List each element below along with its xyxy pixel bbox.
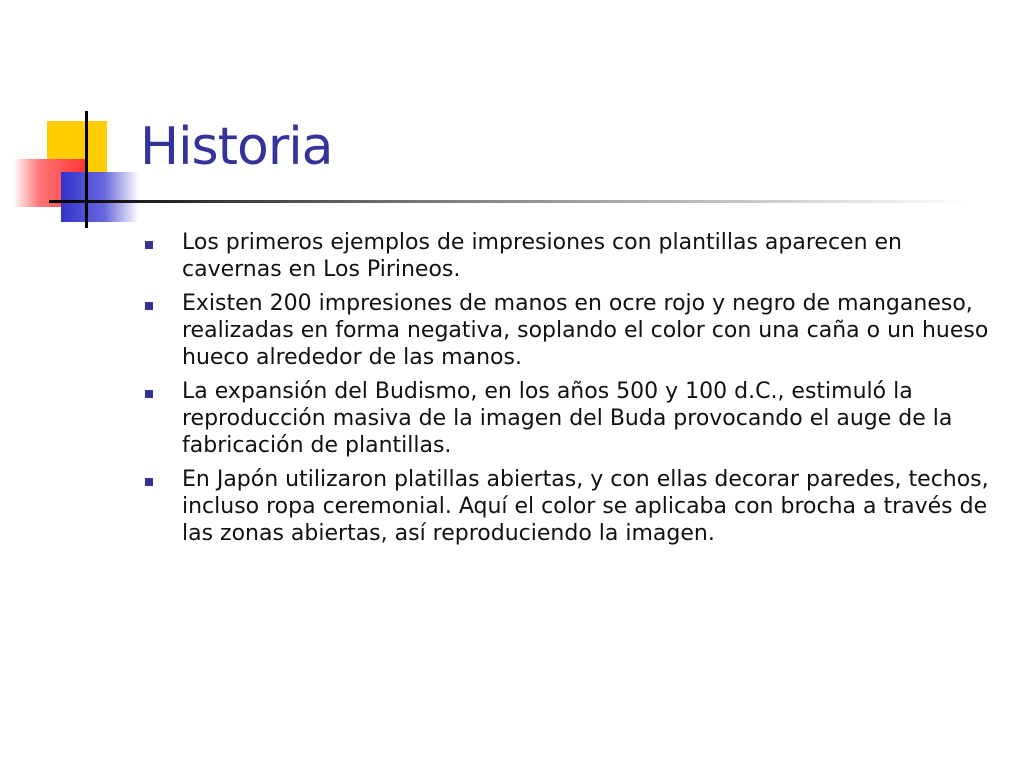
- square-bullet-icon: [145, 478, 153, 486]
- logo-blue-bar: [61, 172, 139, 222]
- square-bullet-icon: [145, 302, 153, 310]
- bullet-item: [145, 378, 1005, 459]
- bullet-item: [145, 466, 1005, 547]
- logo-vertical-line: [85, 111, 88, 228]
- bullet-item: [145, 290, 1005, 371]
- title-underline: [49, 200, 969, 203]
- bullet-text: Los primeros ejemplos de impresiones con plantillas aparecen en cavernas en Los Pirineos.: [182, 230, 902, 282]
- slide-title: Historia: [140, 117, 333, 177]
- square-bullet-icon: [145, 241, 153, 249]
- logo-yellow-square: [47, 121, 107, 181]
- bullet-list: [145, 229, 1005, 554]
- bullet-text: La expansión del Budismo, en los años 500 y 100 d.C., estimuló la reproducción masiva de la imagen del Buda provocando el auge de la fabricación de plantillas.: [182, 379, 953, 458]
- square-bullet-icon: [145, 390, 153, 398]
- bullet-text: En Japón utilizaron platillas abiertas, y con ellas decorar paredes, techos, incluso ropa ceremonial. Aquí el color se aplicaba con brocha a través de las zonas abiertas, así reproduciendo la imagen.: [182, 467, 989, 546]
- bullet-text: Existen 200 impresiones de manos en ocre rojo y negro de manganeso, realizadas en forma negativa, soplando el color con una caña o un hueso hueco alrededor de las manos.: [182, 291, 989, 370]
- bullet-item: [145, 229, 1005, 283]
- logo-red-bar: [13, 159, 87, 207]
